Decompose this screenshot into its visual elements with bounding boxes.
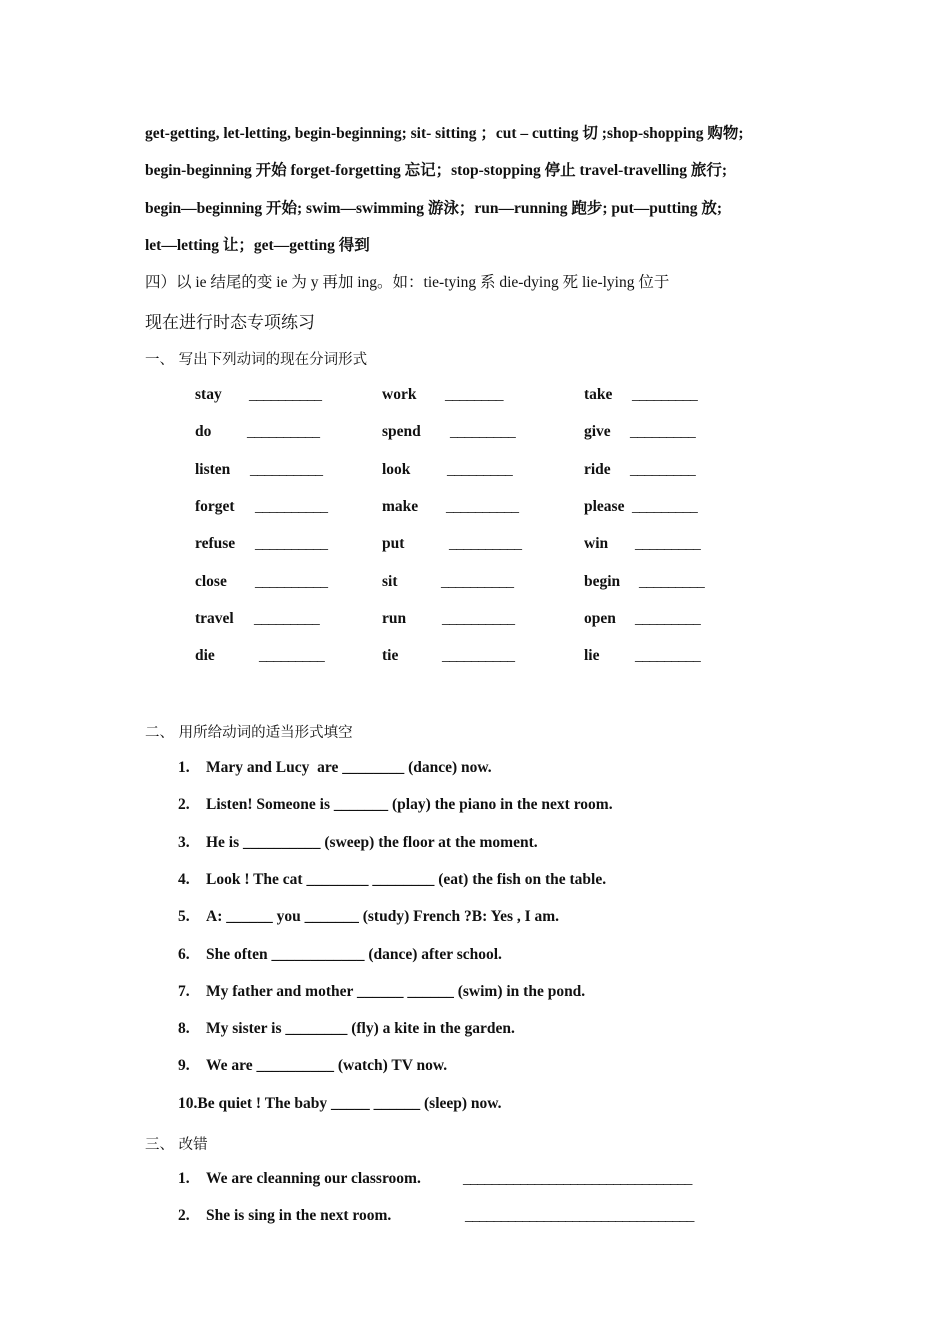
question-number: 7. [178,983,190,1000]
question-text: My father and mother ______ ______ (swim) in the pond. [206,983,586,1000]
answer-blank[interactable]: __________ [442,647,515,664]
answer-blank[interactable]: _________ [447,461,513,478]
answer-blank[interactable]: _________ [632,498,698,515]
correction-item [178,1207,391,1225]
answer-blank[interactable]: ________ [445,386,503,403]
verb-word: take [584,386,613,403]
question-number: 6. [178,946,190,963]
question-item [178,946,502,964]
section-2-heading: 二、 用所给动词的适当形式填空 [145,725,353,741]
question-item [178,1095,502,1113]
verb-word: close [195,573,227,590]
answer-blank[interactable]: _________ [254,610,320,627]
correction-text: We are cleanning our classroom. [206,1170,421,1187]
verb-word: run [382,610,407,627]
verb-word: give [584,423,611,440]
verb-word: put [382,535,405,552]
verb-word: please [584,498,625,515]
verb-word: tie [382,647,399,664]
question-number: 3. [178,834,190,851]
question-text: My sister is ________ (fly) a kite in the garden. [206,1020,515,1037]
answer-blank[interactable]: __________ [446,498,519,515]
question-item [178,983,585,1001]
verb-word: spend [382,423,421,440]
verb-word: lie [584,647,600,664]
question-item [178,1020,515,1038]
answer-blank[interactable]: __________ [250,461,323,478]
answer-blank[interactable]: __________ [247,423,320,440]
question-item [178,759,492,777]
question-number: 8. [178,1020,190,1037]
rule-line-3: begin—beginning 开始; swim—swimming 游泳；run—running 跑步; put—putting 放; [145,200,723,217]
answer-blank[interactable]: _________ [630,423,696,440]
question-text: Listen! Someone is _______ (play) the piano in the next room. [206,796,613,813]
rule-line-1: get-getting, let-letting, begin-beginning; sit- sitting ；cut – cutting 切 ;shop-shopping 购物; [145,125,744,142]
question-item [178,871,606,889]
question-number: 4. [178,871,190,888]
rule-line-2: begin-beginning 开始 forget-forgetting 忘记；stop-stopping 停止 travel-travelling 旅行; [145,162,728,179]
verb-word: open [584,610,616,627]
verb-word: stay [195,386,222,403]
answer-blank[interactable]: __________ [449,535,522,552]
answer-blank[interactable]: _________ [635,647,701,664]
question-number: 9. [178,1057,190,1074]
verb-word: begin [584,573,621,590]
verb-word: travel [195,610,234,627]
question-text: Mary and Lucy are ________ (dance) now. [206,759,492,776]
question-text: We are __________ (watch) TV now. [206,1057,448,1074]
verb-word: look [382,461,411,478]
verb-word: work [382,386,417,403]
answer-blank[interactable]: _________ [630,461,696,478]
question-text: Look ! The cat ________ ________ (eat) the fish on the table. [206,871,607,888]
correction-answer-line[interactable]: ________________________________ [463,1170,692,1187]
page-title: 现在进行时态专项练习 [145,313,315,333]
question-text: He is __________ (sweep) the floor at the moment. [206,834,538,851]
verb-word: sit [382,573,398,590]
question-number: 5. [178,908,190,925]
answer-blank[interactable]: __________ [255,498,328,515]
question-item [178,1057,447,1075]
question-text: She often ____________ (dance) after school. [206,946,502,963]
verb-word: listen [195,461,231,478]
answer-blank[interactable]: __________ [255,573,328,590]
answer-blank[interactable]: __________ [255,535,328,552]
verb-word: die [195,647,215,664]
question-number: 2. [178,796,190,813]
answer-blank[interactable]: _________ [259,647,325,664]
verb-word: do [195,423,212,440]
correction-number: 1. [178,1170,190,1187]
correction-answer-line[interactable]: ________________________________ [465,1207,694,1224]
correction-number: 2. [178,1207,190,1224]
verb-word: forget [195,498,235,515]
answer-blank[interactable]: _________ [632,386,698,403]
answer-blank[interactable]: __________ [441,573,514,590]
correction-text: She is sing in the next room. [206,1207,392,1224]
rule-line-5: 四）以 ie 结尾的变 ie 为 y 再加 ing。如：tie-tying 系 die-dying 死 lie-lying 位于 [145,274,670,291]
verb-word: make [382,498,419,515]
answer-blank[interactable]: _________ [635,610,701,627]
question-item [178,908,559,926]
question-item [178,796,613,814]
answer-blank[interactable]: _________ [639,573,705,590]
answer-blank[interactable]: _________ [450,423,516,440]
section-3-heading: 三、 改错 [145,1137,208,1153]
correction-item [178,1170,421,1188]
question-text: A: ______ you _______ (study) French ?B: Yes , I am. [206,908,560,925]
answer-blank[interactable]: __________ [442,610,515,627]
answer-blank[interactable]: __________ [249,386,322,403]
answer-blank[interactable]: _________ [635,535,701,552]
verb-word: ride [584,461,611,478]
question-item [178,834,538,852]
rule-line-4: let—letting 让；get—getting 得到 [145,237,370,254]
question-number: 1. [178,759,190,776]
verb-word: refuse [195,535,236,552]
verb-word: win [584,535,609,552]
section-1-heading: 一、 写出下列动词的现在分词形式 [145,352,368,368]
question-text: 10.Be quiet ! The baby _____ ______ (sleep) now. [178,1095,502,1112]
